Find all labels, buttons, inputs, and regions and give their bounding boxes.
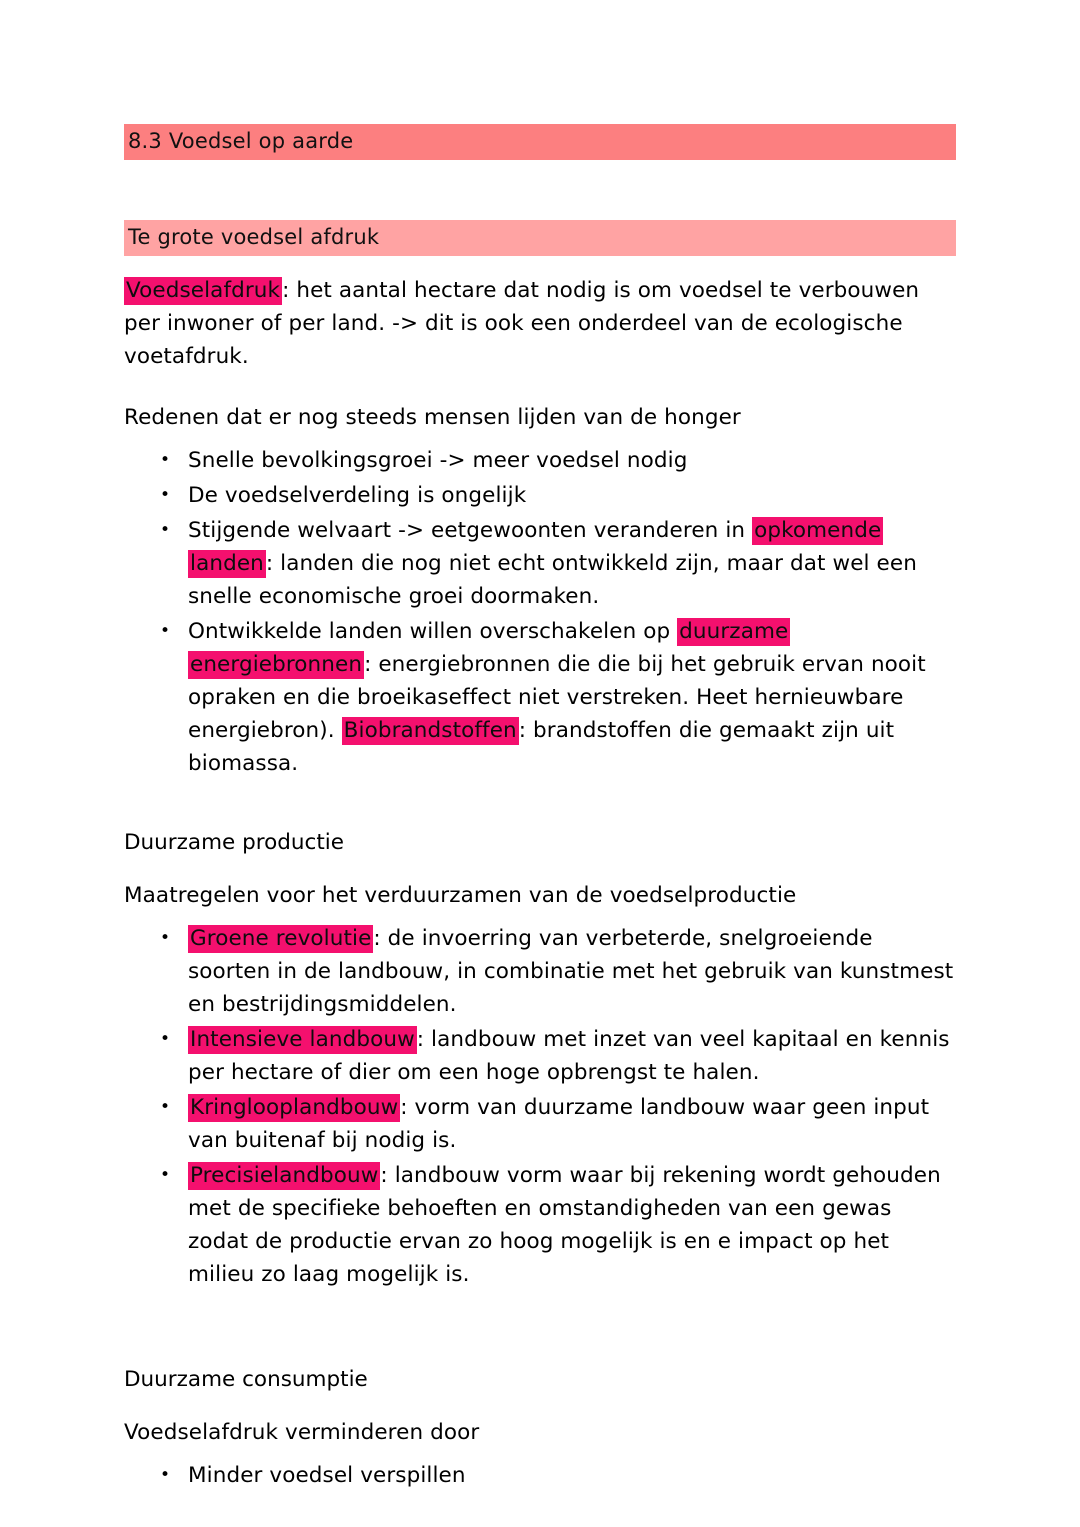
reasons-intro: Redenen dat er nog steeds mensen lijden van de honger	[124, 405, 741, 430]
bullet-text-post: : landbouw vorm waar bij rekening wordt gehouden met de specifieke behoeften en omstandigheden van een gewas zodat de productie ervan zo hoog mogelijk is en e impact op het milieu zo laag mogelijk is.	[188, 1163, 941, 1287]
bullet-text-pre: Stijgende welvaart -> eetgewoonten veranderen in	[188, 518, 753, 543]
bullet-text-post: : vorm van duurzame landbouw waar geen input van buitenaf bij nodig is.	[188, 1095, 930, 1153]
list-item	[124, 1459, 956, 1492]
spacer	[124, 782, 956, 826]
definition-paragraph-voedselafdruk	[124, 274, 952, 373]
list-item	[124, 922, 956, 1021]
list-item	[124, 615, 956, 780]
reasons-bullet-list	[124, 444, 956, 780]
term-intensieve-landbouw: Intensieve landbouw	[190, 1027, 415, 1052]
bullet-text-post2: : brandstoffen die gemaakt zijn uit biomassa.	[188, 718, 895, 776]
term-groene-revolutie: Groene revolutie	[190, 926, 372, 951]
bullet-text: De voedselverdeling is ongelijk	[188, 483, 527, 508]
list-item	[124, 514, 956, 613]
production-intro: Maatregelen voor het verduurzamen van de voedselproductie	[124, 883, 797, 908]
section-title-banner: 8.3 Voedsel op aarde	[124, 124, 956, 160]
bullet-text-post: : landen die nog niet echt ontwikkeld zijn, maar dat wel een snelle economische groei doormaken.	[188, 551, 917, 609]
term-voedselafdruk: Voedselafdruk	[126, 278, 281, 303]
document-content	[124, 124, 956, 1494]
term-kringlooplandbouw: Kringlooplandbouw	[190, 1095, 399, 1120]
production-bullet-list	[124, 922, 956, 1291]
bullet-text-pre: Ontwikkelde landen willen overschakelen op	[188, 619, 678, 644]
heading-duurzame-consumptie: Duurzame consumptie	[124, 1367, 368, 1392]
list-item	[124, 1091, 956, 1157]
list-item	[124, 479, 956, 512]
term-precisielandbouw: Precisielandbouw	[190, 1163, 379, 1188]
heading-duurzame-productie: Duurzame productie	[124, 830, 345, 855]
term-biobrandstoffen: Biobrandstoffen	[343, 718, 517, 743]
list-item	[124, 444, 956, 477]
term-opkomende-landen: opkomende landen	[190, 518, 882, 576]
subsection-title-banner: Te grote voedsel afdruk	[124, 220, 956, 256]
bullet-text: Minder voedsel verspillen	[188, 1463, 466, 1488]
bullet-text-post: : landbouw met inzet van veel kapitaal en kennis per hectare of dier om een hoge opbrengst te halen.	[188, 1027, 950, 1085]
term-duurzame-energiebronnen: duurzame energiebronnen	[190, 619, 789, 677]
list-item	[124, 1159, 956, 1291]
spacer	[124, 1293, 956, 1363]
list-item	[124, 1023, 956, 1089]
consumption-bullet-list	[124, 1459, 956, 1492]
bullet-text-post: : energiebronnen die die bij het gebruik ervan nooit opraken en die broeikaseffect niet verstreken. Heet hernieuwbare energiebron).	[188, 652, 926, 743]
bullet-text: Snelle bevolkingsgroei -> meer voedsel nodig	[188, 448, 688, 473]
bullet-text-post: : de invoerring van verbeterde, snelgroeiende soorten in de landbouw, in combinatie met het gebruik van kunstmest en bestrijdingsmiddelen.	[188, 926, 954, 1017]
spacer	[124, 389, 956, 401]
consumption-intro: Voedselafdruk verminderen door	[124, 1420, 480, 1445]
definition-body-voedselafdruk: : het aantal hectare dat nodig is om voedsel te verbouwen per inwoner of per land. -> dit is ook een onderdeel van de ecologische voetafdruk.	[124, 278, 920, 369]
